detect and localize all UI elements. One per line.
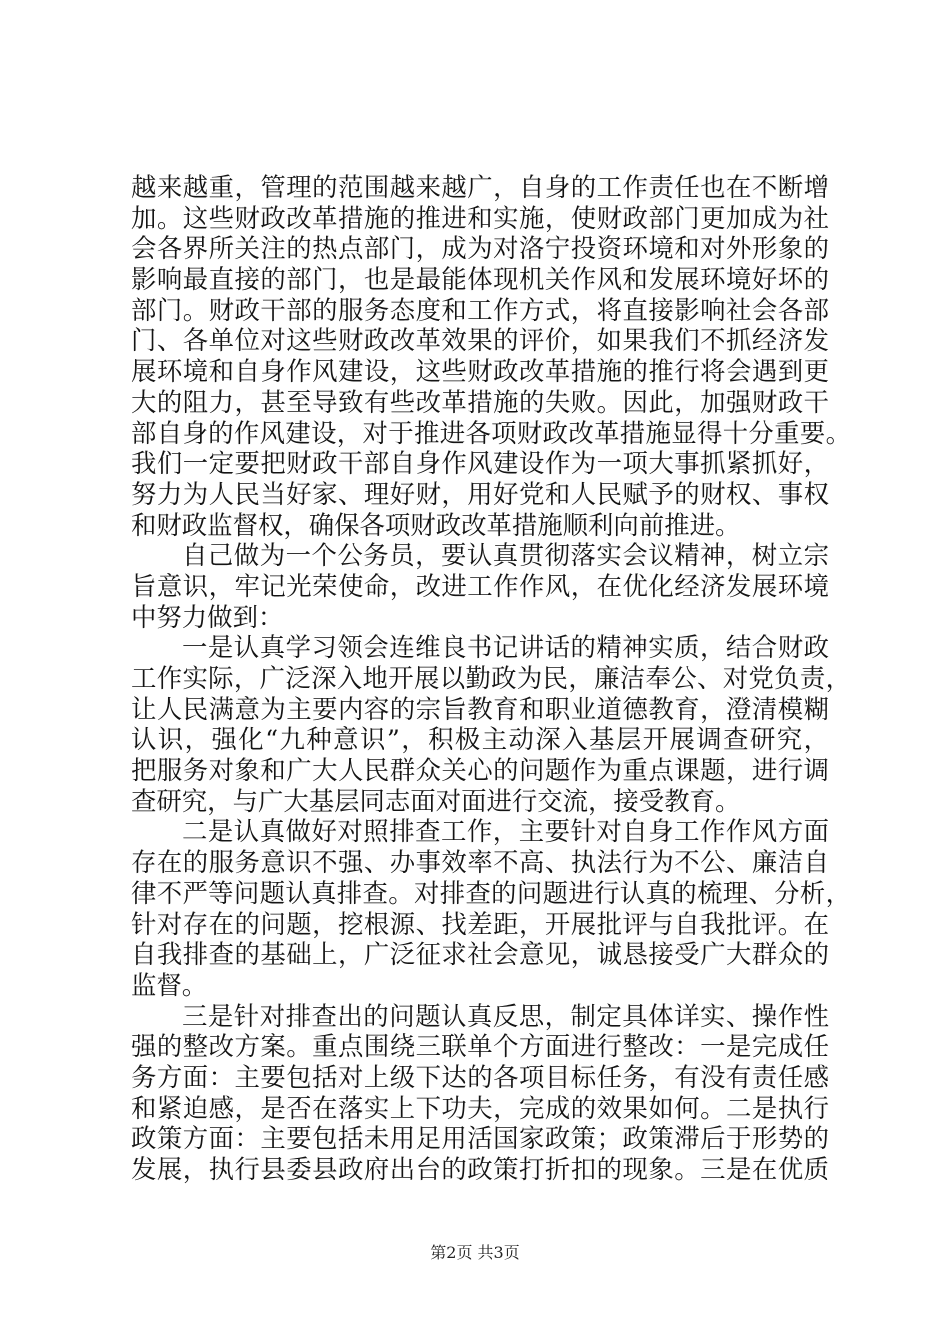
body-text-line: 自己做为一个公务员，要认真贯彻落实会议精神，树立宗 xyxy=(182,540,829,571)
body-text-line: 和财政监督权，确保各项财政改革措施顺利向前推进。 xyxy=(131,509,741,540)
body-text-line: 旨意识，牢记光荣使命，改进工作作风，在优化经济发展环境 xyxy=(131,570,829,601)
body-text-line: 展环境和自身作风建设，这些财政改革措施的推行将会遇到更 xyxy=(131,356,829,387)
body-text-line: 加。这些财政改革措施的推进和实施，使财政部门更加成为社 xyxy=(131,202,829,233)
body-text-line: 会各界所关注的热点部门，成为对洛宁投资环境和对外形象的 xyxy=(131,233,829,264)
body-text-line: 二是认真做好对照排查工作，主要针对自身工作作风方面 xyxy=(182,816,829,847)
page-number-footer: 第2页 共3页 xyxy=(430,1243,520,1262)
body-text-line: 存在的服务意识不强、办事效率不高、执法行为不公、廉洁自 xyxy=(131,847,829,878)
paragraph-point-three xyxy=(131,1001,829,1185)
body-text-line: 强的整改方案。重点围绕三联单个方面进行整改：一是完成任 xyxy=(131,1031,829,1062)
body-text-line: 针对存在的问题，挖根源、找差距，开展批评与自我批评。在 xyxy=(131,908,829,939)
body-text-line: 自我排查的基础上，广泛征求社会意见，诚恳接受广大群众的 xyxy=(131,939,829,970)
body-text-line: 查研究，与广大基层同志面对面进行交流，接受教育。 xyxy=(131,785,741,816)
body-text-line: 我们一定要把财政干部自身作风建设作为一项大事抓紧抓好， xyxy=(131,448,829,479)
body-text-line: 工作实际，广泛深入地开展以勤政为民，廉洁奉公、对党负责， xyxy=(131,663,851,693)
body-text-line: 部自身的作风建设，对于推进各项财政改革措施显得十分重要。 xyxy=(131,417,851,448)
body-text-line: 越来越重，管理的范围越来越广，自身的工作责任也在不断增 xyxy=(131,172,829,202)
body-text-line: 律不严等问题认真排查。对排查的问题进行认真的梳理、分析， xyxy=(131,877,851,908)
body-text-line: 把服务对象和广大人民群众关心的问题作为重点课题，进行调 xyxy=(131,755,829,786)
paragraph-point-one xyxy=(131,632,851,816)
body-text-line: 门、各单位对这些财政改革效果的评价，如果我们不抓经济发 xyxy=(131,325,829,356)
body-text-line: 一是认真学习领会连维良书记讲话的精神实质，结合财政 xyxy=(182,632,829,663)
body-text-line: 部门。财政干部的服务态度和工作方式，将直接影响社会各部 xyxy=(131,294,829,325)
body-text-line: 政策方面：主要包括未用足用活国家政策；政策滞后于形势的 xyxy=(131,1123,829,1154)
body-text-line: 让人民满意为主要内容的宗旨教育和职业道德教育，澄清模糊 xyxy=(131,693,829,724)
paragraph-point-two xyxy=(131,816,851,1000)
body-text-line: 三是针对排查出的问题认真反思，制定具体详实、操作性 xyxy=(182,1000,829,1031)
body-text-line: 务方面：主要包括对上级下达的各项目标任务，有没有责任感 xyxy=(131,1061,829,1092)
paragraph-continued xyxy=(131,172,851,540)
body-text-line: 监督。 xyxy=(131,969,208,1000)
document-body xyxy=(131,172,851,1185)
paragraph-civil-servant xyxy=(131,540,829,632)
body-text-line: 和紧迫感，是否在落实上下功夫，完成的效果如何。二是执行 xyxy=(131,1092,829,1123)
body-text-line: 认识，强化“九种意识”，积极主动深入基层开展调查研究， xyxy=(131,724,829,755)
body-text-line: 发展，执行县委县政府出台的政策打折扣的现象。三是在优质 xyxy=(131,1154,829,1184)
body-text-line: 努力为人民当好家、理好财，用好党和人民赋予的财权、事权 xyxy=(131,478,829,509)
body-text-line: 影响最直接的部门，也是最能体现机关作风和发展环境好坏的 xyxy=(131,264,829,295)
body-text-line: 大的阻力，甚至导致有些改革措施的失败。因此，加强财政干 xyxy=(131,386,829,417)
body-text-line: 中努力做到： xyxy=(131,601,284,632)
